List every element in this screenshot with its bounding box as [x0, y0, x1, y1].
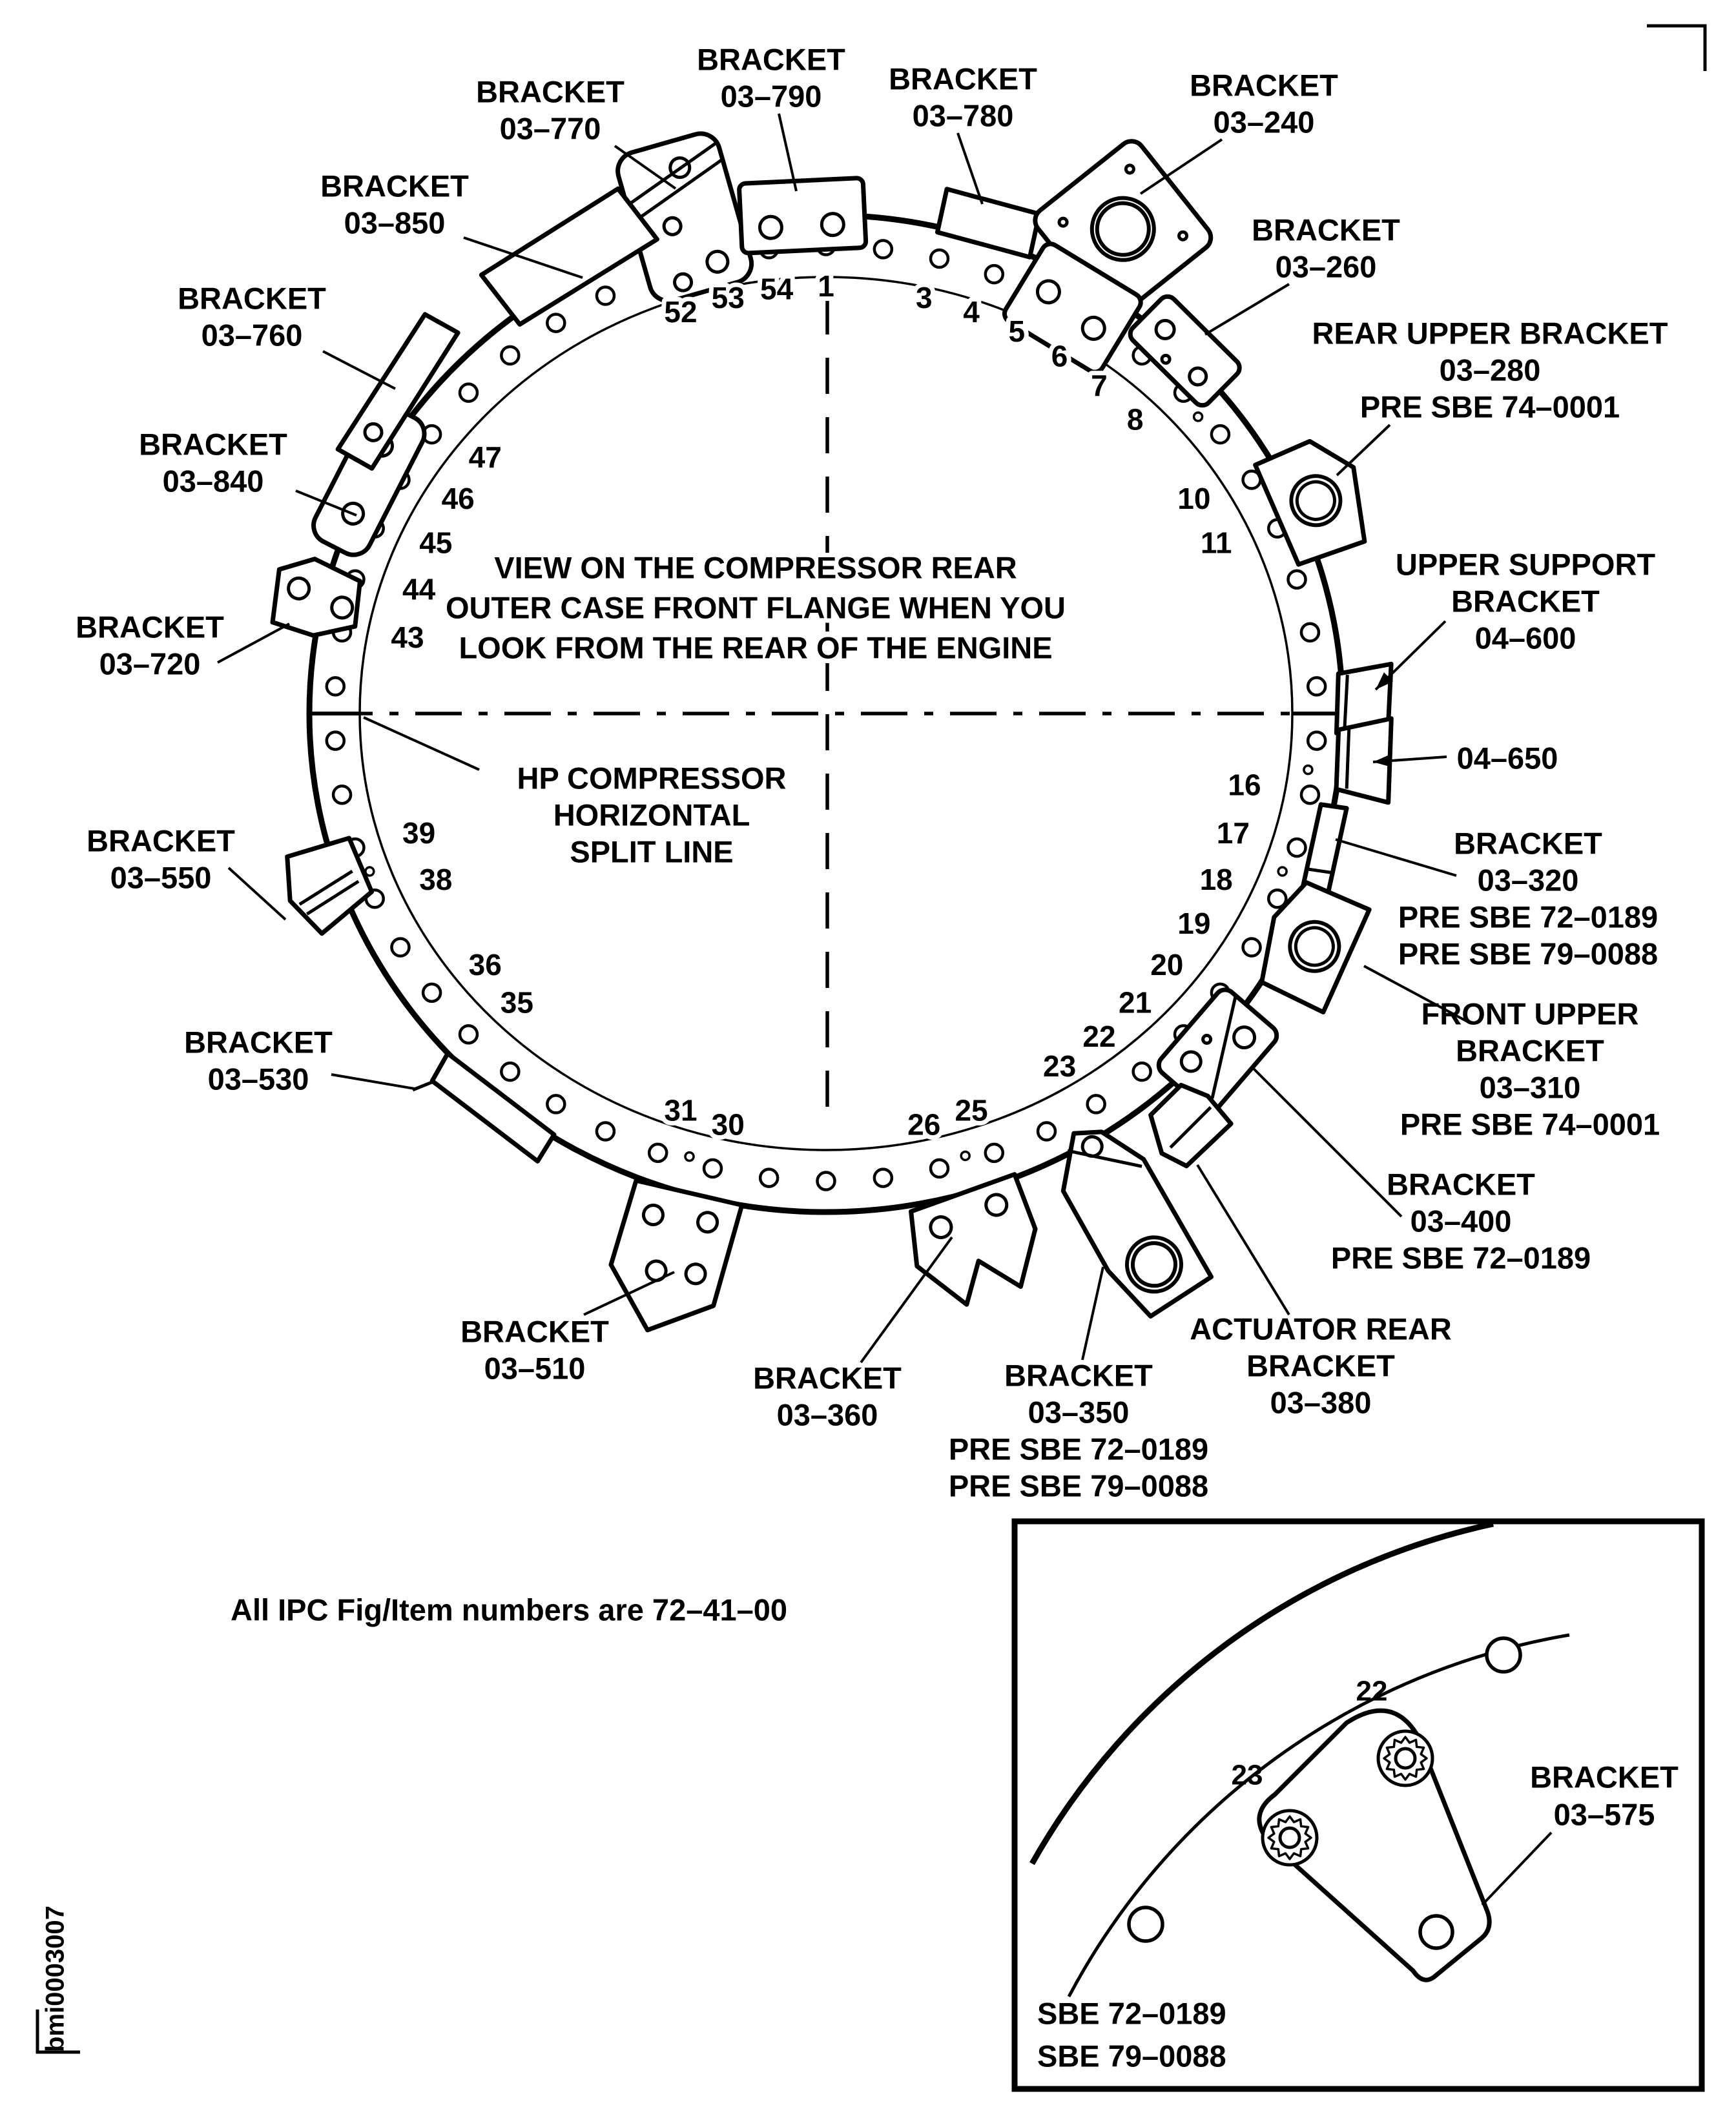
bolt-hole-13	[1301, 624, 1319, 641]
flange-number-4: 4	[963, 294, 980, 329]
callout-rear-upper-bracket-03-280-leader	[1337, 425, 1390, 475]
callout-rear-upper-bracket-03-280	[1312, 316, 1668, 475]
bolt-hole-33	[547, 1095, 564, 1113]
flange-number-7: 7	[1091, 369, 1108, 403]
callout-bracket-03-550	[87, 823, 285, 920]
inset-plate-hole	[1420, 1916, 1452, 1948]
bolt-hole-16	[1301, 786, 1319, 803]
callout-bracket-03-240-line-2: 03–240	[1213, 105, 1315, 139]
callout-front-upper-bracket-03-310-line-4: PRE SBE 74–0001	[1400, 1107, 1660, 1142]
flange-number-54: 54	[760, 272, 794, 306]
callout-front-upper-bracket-03-310	[1364, 966, 1660, 1141]
callout-bracket-03-350-line-4: PRE SBE 79–0088	[948, 1468, 1209, 1503]
callout-bracket-03-320	[1336, 826, 1658, 971]
callout-bracket-03-530-line-1: BRACKET	[184, 1025, 333, 1060]
flange-number-1: 1	[818, 269, 834, 303]
callout-upper-support-bracket-04-600-line-3: 04–600	[1474, 621, 1576, 655]
view-title-line-3: LOOK FROM THE REAR OF THE ENGINE	[459, 630, 1053, 665]
bolt-hole-12	[1288, 571, 1306, 588]
callout-bracket-03-400-line-3: PRE SBE 72–0189	[1330, 1240, 1591, 1275]
bolt-hole-26	[931, 1160, 948, 1177]
callout-bracket-03-320-line-3: PRE SBE 72–0189	[1398, 899, 1658, 934]
callout-bracket-03-850-line-2: 03–850	[344, 205, 446, 240]
bolt-hole-30	[704, 1160, 721, 1177]
callout-bracket-03-760-leader	[323, 351, 395, 389]
callout-bracket-03-400-line-1: BRACKET	[1387, 1167, 1535, 1202]
callout-bracket-03-530-leader	[331, 1074, 415, 1089]
bracket-03-510	[597, 1175, 742, 1346]
callout-bracket-03-320-leader	[1336, 839, 1456, 876]
inset-bolt-0	[1378, 1731, 1432, 1785]
flange-number-8: 8	[1126, 402, 1144, 437]
callout-actuator-rear-bracket-03-380-line-2: BRACKET	[1246, 1348, 1395, 1383]
bracket-03-790	[739, 178, 866, 253]
callout-bracket-03-350-line-1: BRACKET	[1004, 1358, 1153, 1393]
flange-number-39: 39	[402, 816, 436, 850]
callout-bracket-03-550-line-2: 03–550	[110, 860, 212, 895]
bolt-hole-19	[1243, 939, 1261, 956]
bolt-hole-3	[931, 250, 948, 267]
callout-bracket-03-240	[1141, 68, 1338, 194]
callout-bracket-03-850-line-1: BRACKET	[320, 169, 469, 203]
flange-number-6: 6	[1051, 339, 1068, 373]
flange-number-30: 30	[711, 1107, 745, 1142]
bolt-hole-32	[597, 1122, 614, 1140]
inset-bolt-1-center	[1280, 1828, 1299, 1847]
bolt-hole-24	[1038, 1122, 1055, 1140]
callout-bracket-03-260-line-2: 03–260	[1275, 249, 1377, 284]
callout-bracket-03-720-line-2: 03–720	[99, 646, 201, 681]
callout-bracket-03-240-line-1: BRACKET	[1190, 68, 1338, 103]
split-label-line-1: HP COMPRESSOR	[517, 761, 787, 796]
bolt-hole-23	[1088, 1095, 1105, 1113]
flange-number-43: 43	[391, 620, 424, 654]
flange-number-19: 19	[1177, 907, 1211, 941]
flange-number-10: 10	[1177, 482, 1211, 516]
bolt-hole-9	[1212, 426, 1229, 443]
callout-upper-support-bracket-04-600	[1376, 547, 1655, 690]
callout-bracket-03-780	[889, 61, 1037, 204]
inset-sbe-line-2: SBE 79–0088	[1037, 2039, 1226, 2073]
detail-inset	[1015, 1521, 1702, 2089]
flange-number-31: 31	[664, 1093, 698, 1127]
small-hole-17.5	[1278, 867, 1286, 876]
flange-number-46: 46	[441, 482, 475, 516]
inset-number-22: 22	[1356, 1675, 1388, 1707]
small-hole-30.45	[685, 1153, 694, 1161]
callout-bracket-03-400-leader	[1252, 1067, 1401, 1217]
callout-bracket-03-360-leader	[861, 1237, 952, 1362]
small-hole-8.5	[1194, 413, 1203, 421]
bolt-hole-37	[391, 939, 409, 956]
callout-rear-upper-bracket-03-280-line-3: PRE SBE 74–0001	[1359, 389, 1620, 424]
bolt-hole-41	[327, 732, 344, 750]
inset-bolt-0-center	[1396, 1749, 1415, 1768]
bolt-hole-29	[760, 1169, 778, 1187]
callout-bracket-03-760-line-2: 03–760	[201, 318, 303, 353]
split-label-line-2: HORIZONTAL	[553, 797, 750, 832]
bolt-hole-25	[986, 1144, 1003, 1162]
bolt-hole-27	[874, 1169, 892, 1187]
callout-bracket-03-350-leader	[1082, 1267, 1103, 1360]
flange-number-47: 47	[468, 440, 502, 475]
view-title-line-1: VIEW ON THE COMPRESSOR REAR	[494, 550, 1017, 585]
flange-number-21: 21	[1119, 985, 1152, 1020]
flange-number-16: 16	[1228, 768, 1261, 802]
callout-bracket-03-780-line-1: BRACKET	[889, 61, 1037, 96]
callout-bracket-03-360-line-2: 03–360	[776, 1397, 878, 1432]
callout-bracket-03-720-leader	[218, 624, 289, 663]
callout-actuator-rear-bracket-03-380-leader	[1197, 1165, 1289, 1315]
flange-number-36: 36	[468, 948, 502, 982]
callout-bracket-03-760	[178, 281, 395, 389]
callout-bracket-03-350-line-3: PRE SBE 72–0189	[948, 1432, 1209, 1466]
callout-bracket-03-790-line-2: 03–790	[720, 79, 822, 114]
callout-front-upper-bracket-03-310-line-1: FRONT UPPER	[1421, 996, 1639, 1031]
inset-band-hole-0	[1487, 1638, 1520, 1672]
callout-rear-upper-bracket-03-280-line-2: 03–280	[1439, 353, 1541, 387]
bolt-hole-49	[501, 347, 519, 364]
callout-bracket-03-510-line-1: BRACKET	[460, 1314, 609, 1349]
callout-bracket-03-550-line-1: BRACKET	[87, 823, 235, 858]
callout-front-upper-bracket-03-310-line-3: 03–310	[1479, 1070, 1581, 1105]
callout-bracket-03-530-line-2: 03–530	[207, 1062, 309, 1096]
flange-number-25: 25	[955, 1093, 988, 1127]
flange-number-35: 35	[500, 985, 533, 1020]
inset-bolt-1	[1263, 1811, 1317, 1865]
callout-bracket-03-550-leader	[229, 868, 285, 920]
inset-callout-bracket-03-575-line-2: 03–575	[1553, 1797, 1655, 1832]
flange-number-53: 53	[711, 280, 745, 314]
flange-number-26: 26	[907, 1107, 941, 1142]
callout-bracket-03-260-leader	[1205, 284, 1289, 334]
flange-number-3: 3	[915, 280, 933, 314]
flange-number-23: 23	[1042, 1049, 1077, 1083]
flange-number-45: 45	[419, 526, 453, 560]
bolt-hole-31	[649, 1144, 666, 1162]
callout-support-04-650-line-1: 04–650	[1456, 741, 1558, 776]
bolt-hole-14	[1308, 677, 1325, 695]
flange-number-52: 52	[664, 294, 698, 329]
flange-number-18: 18	[1199, 862, 1233, 896]
callout-bracket-03-360-line-1: BRACKET	[753, 1361, 902, 1395]
callout-bracket-03-530	[184, 1025, 415, 1096]
bracket-03-530-detail-0	[413, 1075, 433, 1096]
callout-bracket-03-320-line-2: 03–320	[1477, 863, 1579, 898]
flange-number-20: 20	[1150, 948, 1184, 982]
callout-bracket-03-260-line-1: BRACKET	[1252, 212, 1400, 247]
callout-bracket-03-840-line-2: 03–840	[162, 464, 264, 498]
callout-bracket-03-780-line-2: 03–780	[912, 98, 1014, 133]
inset-callout-bracket-03-575-line-1: BRACKET	[1530, 1760, 1679, 1794]
flange-number-44: 44	[402, 572, 436, 606]
callout-bracket-03-400-line-2: 03–400	[1410, 1204, 1512, 1239]
ipc-footer-note: All IPC Fig/Item numbers are 72–41–00	[231, 1592, 788, 1627]
watermark-code: bmi0003007	[41, 1906, 70, 2052]
split-label-line-3: SPLIT LINE	[570, 834, 734, 869]
bolt-hole-15	[1308, 732, 1325, 750]
callout-support-04-650	[1373, 741, 1558, 775]
flange-number-17: 17	[1216, 816, 1250, 850]
callout-upper-support-bracket-04-600-line-1: UPPER SUPPORT	[1395, 547, 1656, 582]
callout-bracket-03-760-line-1: BRACKET	[178, 281, 326, 316]
bolt-hole-34	[501, 1063, 519, 1080]
bolt-hole-22	[1133, 1063, 1151, 1080]
bolt-hole-35	[460, 1025, 477, 1043]
inset-number-23: 23	[1231, 1759, 1263, 1791]
callout-bracket-03-510-line-2: 03–510	[484, 1351, 586, 1386]
flange-number-22: 22	[1082, 1020, 1116, 1054]
callout-actuator-rear-bracket-03-380	[1190, 1165, 1452, 1419]
callout-actuator-rear-bracket-03-380-line-1: ACTUATOR REAR	[1190, 1311, 1452, 1346]
callout-bracket-03-840	[139, 427, 356, 515]
callout-bracket-03-720-line-1: BRACKET	[76, 610, 224, 644]
callout-bracket-03-720	[76, 610, 289, 681]
callout-bracket-03-350-line-2: 03–350	[1028, 1395, 1130, 1430]
bolt-hole-42	[327, 677, 344, 695]
bolt-hole-36	[423, 984, 440, 1002]
callout-bracket-03-840-line-1: BRACKET	[139, 427, 287, 462]
bolt-hole-28	[818, 1173, 835, 1190]
callout-rear-upper-bracket-03-280-line-1: REAR UPPER BRACKET	[1312, 316, 1668, 351]
flange-number-5: 5	[1008, 314, 1026, 349]
callout-actuator-rear-bracket-03-380-line-3: 03–380	[1270, 1385, 1372, 1420]
view-title-line-2: OUTER CASE FRONT FLANGE WHEN YOU	[445, 590, 1066, 625]
bolt-hole-40	[333, 786, 351, 803]
callout-front-upper-bracket-03-310-line-2: BRACKET	[1456, 1033, 1604, 1068]
flange-number-11: 11	[1200, 526, 1232, 560]
bolt-hole-17	[1288, 839, 1306, 856]
callout-bracket-03-320-line-1: BRACKET	[1454, 826, 1602, 861]
callout-bracket-03-320-line-4: PRE SBE 79–0088	[1398, 936, 1658, 971]
callout-bracket-03-770-line-1: BRACKET	[476, 74, 625, 109]
corner-mark-top-right	[1647, 26, 1705, 71]
bolt-hole-4	[986, 265, 1003, 283]
bracket-03-790-plate	[739, 178, 866, 253]
bolt-hole-50	[547, 314, 564, 332]
callout-bracket-03-790-line-1: BRACKET	[697, 42, 845, 77]
inset-band-hole-1	[1129, 1907, 1162, 1941]
bracket-03-510-plate	[597, 1175, 742, 1346]
bolt-hole-2	[874, 240, 892, 258]
bolt-hole-51	[597, 287, 614, 305]
small-hole-15.55	[1304, 766, 1312, 774]
bolt-hole-48	[460, 384, 477, 402]
inset-sbe-line-1: SBE 72–0189	[1037, 1996, 1226, 2031]
flange-number-38: 38	[419, 862, 453, 896]
callout-bracket-03-770-line-2: 03–770	[499, 111, 601, 146]
small-hole-25.5	[961, 1151, 969, 1160]
callout-upper-support-bracket-04-600-line-2: BRACKET	[1451, 584, 1600, 619]
